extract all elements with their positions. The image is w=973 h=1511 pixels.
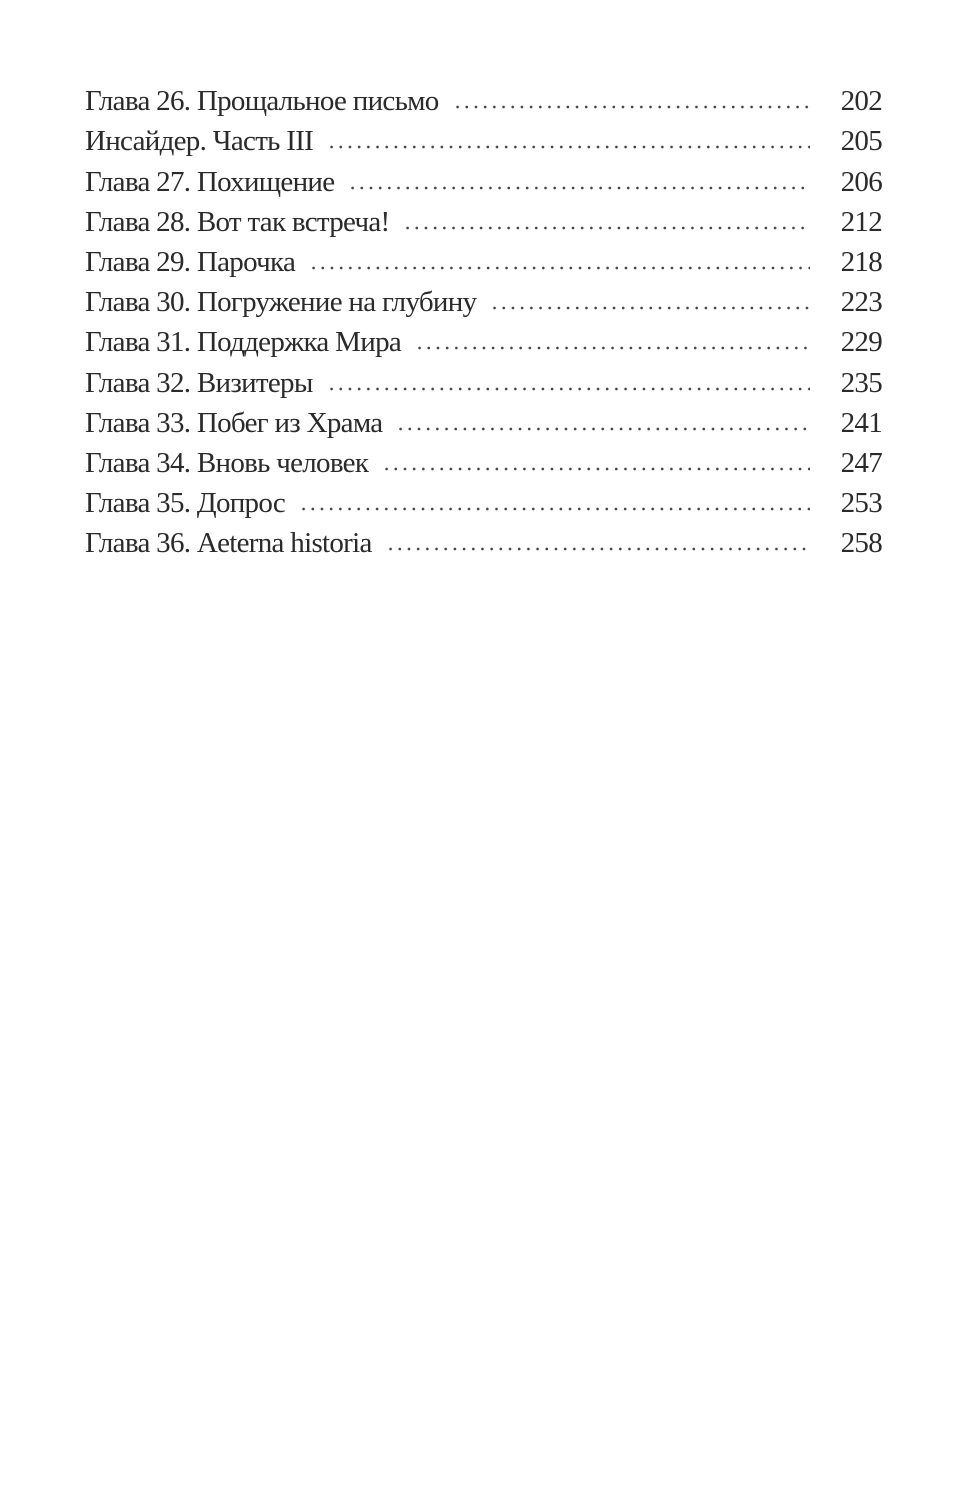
toc-entry: [85, 239, 882, 279]
dot-leader: [490, 304, 810, 312]
dot-leader: [327, 143, 810, 151]
toc-entry: [85, 78, 882, 118]
toc-entry-page: 229: [840, 326, 882, 359]
toc-entry: [85, 118, 882, 158]
toc-entry-title: Глава 36. Aeterna historia: [85, 527, 372, 560]
toc-entry: [85, 158, 882, 198]
dot-leader: [396, 425, 810, 433]
toc-entry-page: 206: [840, 165, 882, 198]
dot-leader: [386, 545, 810, 553]
toc-entry-title: Глава 29. Парочка: [85, 245, 296, 278]
toc-entry-page: 202: [840, 85, 882, 118]
toc-entry-title: Глава 35. Допрос: [85, 487, 286, 520]
dot-leader: [299, 505, 810, 513]
toc-entry: [85, 480, 882, 520]
toc-entry-title: Инсайдер. Часть III: [85, 125, 314, 158]
toc-entry: [85, 520, 882, 560]
dot-leader: [415, 344, 810, 352]
toc-entry: [85, 199, 882, 239]
dot-leader: [453, 103, 810, 111]
dot-leader: [348, 184, 810, 192]
toc-entry-title: Глава 31. Поддержка Мира: [85, 326, 402, 359]
toc-entry-page: 241: [840, 406, 882, 439]
table-of-contents: [85, 78, 882, 560]
dot-leader: [309, 264, 810, 272]
toc-entry-title: Глава 26. Прощальное письмо: [85, 85, 439, 118]
dot-leader: [327, 385, 810, 393]
toc-entry: [85, 440, 882, 480]
toc-entry-page: 223: [840, 286, 882, 319]
dot-leader: [382, 465, 810, 473]
toc-entry-title: Глава 27. Похищение: [85, 165, 335, 198]
toc-entry: [85, 359, 882, 399]
toc-entry-title: Глава 33. Побег из Храма: [85, 406, 383, 439]
toc-entry-page: 218: [840, 245, 882, 278]
toc-entry: [85, 319, 882, 359]
toc-entry-title: Глава 34. Вновь человек: [85, 446, 369, 479]
toc-entry-page: 205: [840, 125, 882, 158]
toc-entry-page: 212: [840, 205, 882, 238]
toc-entry: [85, 400, 882, 440]
toc-entry-title: Глава 28. Вот так встреча!: [85, 205, 390, 238]
toc-entry-page: 258: [840, 527, 882, 560]
toc-entry-page: 247: [840, 446, 882, 479]
toc-entry-page: 253: [840, 487, 882, 520]
toc-entry-title: Глава 30. Погружение на глубину: [85, 286, 477, 319]
toc-entry-page: 235: [840, 366, 882, 399]
toc-entry: [85, 279, 882, 319]
toc-entry-title: Глава 32. Визитеры: [85, 366, 313, 399]
dot-leader: [403, 224, 810, 232]
